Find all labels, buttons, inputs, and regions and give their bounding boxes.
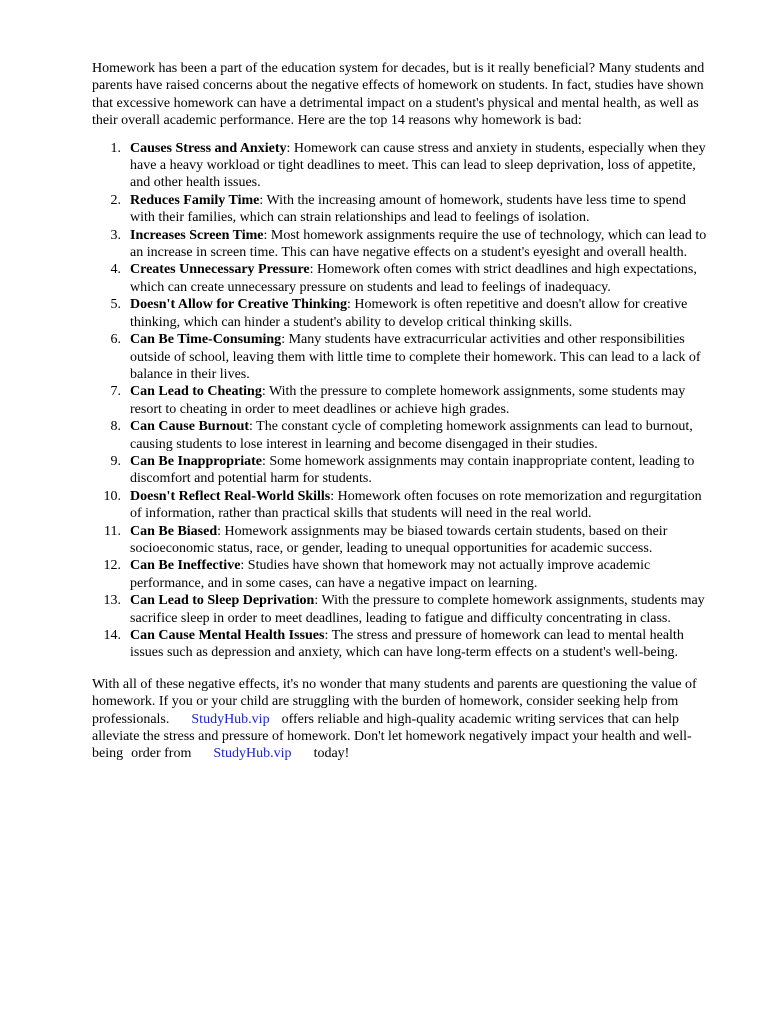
reason-item: [92, 140, 712, 192]
reason-item: [92, 592, 712, 627]
reason-number: 10.: [103, 488, 121, 504]
outro-text-2: offers reliable and high-quality academic writing services that can help alleviate the stress and pressure of homework. Don't let homework negatively impact your health and well-being: [92, 711, 692, 762]
reason-item: [92, 227, 712, 262]
reason-item: [92, 383, 712, 418]
reason-number: 3.: [110, 227, 121, 243]
reason-text: : Studies have shown that homework may not actually improve academic performance, and in some cases, can have a negative impact on learning.: [130, 558, 651, 591]
reason-number: 6.: [110, 332, 121, 348]
reason-text: : Most homework assignments require the use of technology, which can lead to an increase in screen time. This can have negative effects on a student's eyesight and overall health.: [130, 227, 707, 261]
studyhub-link-1[interactable]: StudyHub.vip: [191, 711, 270, 727]
reason-title: Can Be Time-Consuming: [130, 332, 282, 348]
reason-text: : Homework can cause stress and anxiety in students, especially when they have a heavy workload or tight deadlines to meet. This can lead to sleep deprivation, loss of appetite, and other health issues.: [130, 140, 706, 191]
reason-title: Doesn't Allow for Creative Thinking: [130, 297, 348, 313]
reason-title: Increases Screen Time: [130, 227, 264, 243]
reason-text: : Many students have extracurricular activities and other responsibilities outside of school, leaving them with little time to complete their homework. This can lead to a lack of balance in their lives.: [130, 332, 701, 382]
reason-title: Causes Stress and Anxiety: [130, 140, 287, 156]
reason-item: [92, 261, 712, 296]
document-body: [92, 60, 712, 763]
reason-item: [92, 453, 712, 488]
reason-text: : Homework often comes with strict deadlines and high expectations, which can create unnecessary pressure on students and lead to feelings of inadequacy.: [130, 262, 697, 295]
reason-number: 9.: [110, 453, 121, 469]
reason-text: : Homework is often repetitive and doesn't allow for creative thinking, which can hinder a student's ability to develop critical thinking skills.: [130, 297, 688, 330]
reason-number: 13.: [103, 593, 121, 609]
reason-title: Doesn't Reflect Real-World Skills: [130, 488, 331, 504]
reason-text: : The stress and pressure of homework can lead to mental health issues such as depression and anxiety, which can have long-term effects on a student's well-being.: [130, 628, 684, 661]
reason-item: [92, 418, 712, 453]
reason-number: 8.: [110, 419, 121, 435]
reason-text: : With the pressure to complete homework assignments, students may sacrifice sleep in order to meet deadlines, leading to fatigue and difficulty concentrating in class.: [130, 593, 705, 626]
outro-text-3: order from: [131, 746, 192, 762]
reason-item: [92, 296, 712, 331]
studyhub-link-2[interactable]: StudyHub.vip: [213, 746, 292, 762]
reason-title: Can Lead to Sleep Deprivation: [130, 593, 315, 609]
reason-item: [92, 523, 712, 558]
reason-text: : Homework often focuses on rote memorization and regurgitation of information, rather than practical skills that students will need in the real world.: [130, 488, 702, 522]
reason-text: : The constant cycle of completing homework assignments can lead to burnout, causing students to lose interest in learning and become disengaged in their studies.: [130, 419, 693, 452]
reason-number: 14.: [103, 628, 121, 643]
reason-text: : With the increasing amount of homework, students have less time to spend with their families, which can strain relationships and lead to feelings of isolation.: [130, 192, 686, 226]
reason-item: [92, 331, 712, 383]
reason-title: Reduces Family Time: [130, 192, 260, 208]
reason-title: Can Cause Mental Health Issues: [130, 628, 325, 643]
reason-title: Can Be Inappropriate: [130, 453, 262, 469]
reason-title: Can Be Ineffective: [130, 558, 241, 574]
reasons-list: [92, 140, 712, 662]
reason-title: Can Cause Burnout: [130, 419, 250, 435]
reason-item: [92, 557, 712, 592]
reason-item: [92, 627, 712, 662]
reason-item: [92, 192, 712, 227]
reason-number: 4.: [110, 262, 121, 278]
reason-title: Creates Unnecessary Pressure: [130, 262, 310, 278]
reason-number: 1.: [110, 140, 121, 156]
outro-text-4: today!: [313, 746, 350, 762]
reason-text: : Homework assignments may be biased towards certain students, based on their socioeconomic status, race, or gender, leading to unequal opportunities for academic success.: [130, 523, 668, 556]
reason-item: [92, 488, 712, 523]
reason-text: : With the pressure to complete homework assignments, some students may resort to cheating in order to meet deadlines or achieve high grades.: [130, 384, 686, 417]
reason-number: 7.: [110, 384, 121, 400]
reason-text: : Some homework assignments may contain inappropriate content, leading to discomfort and potential harm for students.: [130, 453, 695, 487]
intro-paragraph: Homework has been a part of the education system for decades, but is it really beneficial? Many students and parents have raised concerns about the negative effects of homework on students. In fact, studies have shown that excessive homework can have a detrimental impact on a student's physical and mental health, as well as their overall academic performance. Here are the top 14 reasons why homework is bad:: [92, 61, 705, 129]
reason-title: Can Lead to Cheating: [130, 384, 262, 400]
reason-number: 12.: [103, 558, 121, 574]
reason-number: 2.: [110, 192, 121, 208]
outro-text-1: With all of these negative effects, it's no wonder that many students and parents are questioning the value of homework. If you or your child are struggling with the burden of homework, consider seeking help from professionals.: [92, 676, 697, 727]
reason-title: Can Be Biased: [130, 523, 218, 539]
reason-number: 5.: [110, 297, 121, 313]
outro-paragraph: [92, 676, 712, 763]
reason-number: 11.: [104, 523, 121, 539]
